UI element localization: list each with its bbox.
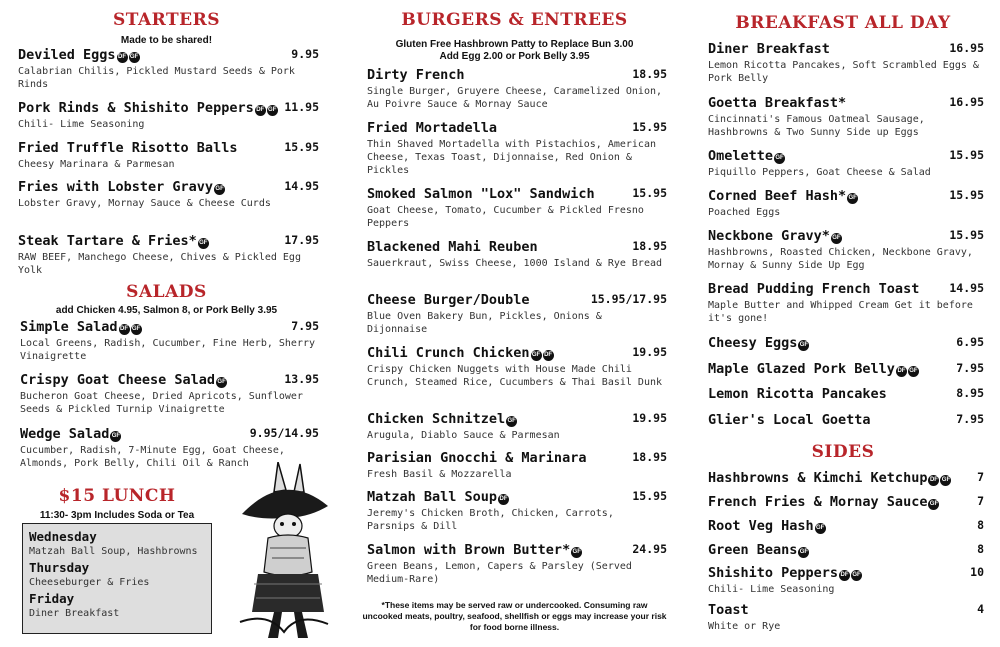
- menu-item-deviled-eggs: [18, 46, 319, 91]
- menu-item-name: [708, 469, 951, 487]
- sides-title: SIDES: [811, 442, 875, 462]
- menu-item-price: 13.95: [284, 372, 319, 386]
- menu-item-toast: [708, 601, 984, 633]
- menu-item-header: [367, 291, 667, 310]
- menu-item-name-text: Fried Truffle Risotto Balls: [18, 140, 238, 156]
- menu-item-name: [367, 488, 509, 506]
- menu-item-price: 8: [977, 542, 984, 556]
- menu-item-name-text: Maple Glazed Pork Belly: [708, 361, 895, 377]
- menu-item-neckbone-gravy: [708, 227, 984, 272]
- menu-item-price: 9.95: [291, 47, 319, 61]
- menu-item-name: [18, 99, 278, 117]
- menu-item-name-text: Parisian Gnocchi & Marinara: [367, 450, 587, 466]
- menu-item-chili-crunch-chicken: [367, 344, 667, 389]
- menu-item-header: [708, 147, 984, 166]
- menu-item-header: [708, 517, 984, 536]
- menu-item-price: 16.95: [949, 41, 984, 55]
- menu-item-name-text: Wedge Salad: [20, 426, 110, 442]
- menu-item-price: 15.95: [632, 186, 667, 200]
- menu-item-price: 15.95: [632, 120, 667, 134]
- menu-item-name-text: Lemon Ricotta Pancakes: [708, 386, 887, 402]
- menu-item-description: Single Burger, Gruyere Cheese, Caramelized Onion, Au Poivre Sauce & Mornay Sauce: [367, 86, 663, 110]
- gf-badge-icon: GF: [267, 105, 278, 116]
- menu-item-header: [20, 371, 319, 390]
- menu-item-description: Crispy Chicken Nuggets with House Made Chili Crunch, Steamed Rice, Cucumbers & Thai Basil Dunk: [367, 364, 663, 388]
- menu-item-description: Cheesy Marinara & Parmesan: [18, 159, 175, 170]
- menu-item-shishito-peppers: [708, 564, 984, 596]
- menu-item-description: Sauerkraut, Swiss Cheese, 1000 Island & Rye Bread: [367, 258, 663, 269]
- menu-item-glier-s-local-goetta: [708, 411, 984, 430]
- menu-item-name: [18, 232, 209, 250]
- menu-item-cheese-burger-double: [367, 291, 667, 336]
- menu-item-name-text: Goetta Breakfast*: [708, 95, 847, 111]
- df-badge-icon: DF: [119, 324, 130, 335]
- menu-item-name-text: Glier's Local Goetta: [708, 412, 871, 428]
- menu-item-name-text: Cheese Burger/Double: [367, 292, 530, 308]
- menu-item-header: [708, 541, 984, 560]
- menu-item-price: 15.95/17.95: [590, 292, 667, 306]
- menu-item-price: 18.95: [632, 450, 667, 464]
- burgers-note-1: Gluten Free Hashbrown Patty to Replace Bun 3.00: [395, 39, 634, 50]
- lunch-day-description: Diner Breakfast: [29, 608, 120, 619]
- menu-item-description: RAW BEEF, Manchego Cheese, Chives & Pickled Egg Yolk: [18, 252, 301, 276]
- menu-item-header: [367, 449, 667, 468]
- starters-title: STARTERS: [112, 10, 221, 30]
- menu-item-name-text: Fries with Lobster Gravy: [18, 179, 214, 195]
- menu-item-name: [20, 318, 142, 336]
- lunch-day-description: Cheeseburger & Fries: [29, 577, 150, 588]
- menu-item-header: [708, 280, 984, 299]
- middle-column: [362, 0, 667, 647]
- menu-item-description: Hashbrowns, Roasted Chicken, Neckbone Gravy, Mornay & Sunny Side Up Egg: [708, 247, 973, 271]
- menu-item-price: 15.95: [949, 148, 984, 162]
- menu-item-diner-breakfast: [708, 40, 984, 85]
- menu-item-header: [18, 139, 319, 158]
- menu-item-bread-pudding-french-toast: [708, 280, 984, 325]
- menu-item-name: [708, 334, 809, 352]
- menu-item-price: 15.95: [632, 489, 667, 503]
- menu-item-name-text: Omelette: [708, 148, 774, 164]
- menu-item-description: Fresh Basil & Mozzarella: [367, 469, 512, 480]
- menu-item-price: 17.95: [284, 233, 319, 247]
- menu-item-header: [20, 425, 319, 444]
- menu-item-price: 8.95: [956, 386, 984, 400]
- menu-item-name-text: Corned Beef Hash*: [708, 188, 847, 204]
- menu-item-name-text: Green Beans: [708, 542, 798, 558]
- menu-item-header: [367, 119, 667, 138]
- menu-item-name-text: French Fries & Mornay Sauce: [708, 494, 928, 510]
- menu-item-lemon-ricotta-pancakes: [708, 385, 984, 404]
- menu-item-description: Local Greens, Radish, Cucumber, Fine Herb, Sherry Vinaigrette: [20, 338, 316, 362]
- menu-item-price: 9.95/14.95: [249, 426, 319, 440]
- menu-item-simple-salad: [20, 318, 319, 363]
- menu-item-description: Maple Butter and Whipped Cream Get it before it's gone!: [708, 300, 973, 324]
- gf-badge-icon: GF: [815, 523, 826, 534]
- gf-badge-icon: GF: [908, 366, 919, 377]
- menu-item-cheesy-eggs: [708, 334, 984, 353]
- menu-item-description: Green Beans, Lemon, Capers & Parsley (Served Medium-Rare): [367, 561, 632, 585]
- menu-item-description: White or Rye: [708, 621, 781, 632]
- menu-item-parisian-gnocchi-marinara: [367, 449, 667, 481]
- menu-item-price: 19.95: [632, 411, 667, 425]
- menu-item-name: [708, 360, 919, 378]
- menu-item-name-text: Salmon with Brown Butter*: [367, 542, 571, 558]
- menu-item-name: [708, 601, 749, 619]
- menu-item-price: 7.95: [956, 361, 984, 375]
- menu-item-name-text: Cheesy Eggs: [708, 335, 798, 351]
- menu-item-header: [708, 385, 984, 404]
- menu-item-name-text: Neckbone Gravy*: [708, 228, 830, 244]
- menu-item-matzah-ball-soup: [367, 488, 667, 533]
- gf-badge-icon: GF: [571, 547, 582, 558]
- menu-item-header: [708, 94, 984, 113]
- menu-item-name-text: Hashbrowns & Kimchi Ketchup: [708, 470, 928, 486]
- menu-item-goetta-breakfast: [708, 94, 984, 139]
- menu-item-price: 24.95: [632, 542, 667, 556]
- menu-item-root-veg-hash: [708, 517, 984, 536]
- lunch-box: [22, 523, 212, 634]
- menu-item-smoked-salmon-lox-sandwich: [367, 185, 667, 230]
- burgers-title: BURGERS & ENTREES: [401, 10, 628, 30]
- menu-item-price: 11.95: [284, 100, 319, 114]
- menu-item-header: [18, 232, 319, 251]
- gf-badge-icon: GF: [506, 416, 517, 427]
- menu-item-name-text: Root Veg Hash: [708, 518, 814, 534]
- menu-item-name: [708, 187, 858, 205]
- pirate-rabbit-illustration: [238, 462, 330, 642]
- menu-item-maple-glazed-pork-belly: [708, 360, 984, 379]
- menu-item-name: [367, 238, 538, 256]
- menu-item-name: [367, 185, 595, 203]
- menu-item-name: [708, 40, 830, 58]
- menu-item-description: Blue Oven Bakery Bun, Pickles, Onions & Dijonnaise: [367, 311, 602, 335]
- menu-item-price: 4: [977, 602, 984, 616]
- lunch-day-friday: Friday: [29, 591, 75, 606]
- burgers-note-2: Add Egg 2.00 or Pork Belly 3.95: [439, 51, 590, 62]
- menu-item-name: [708, 493, 939, 511]
- menu-item-green-beans: [708, 541, 984, 560]
- menu-item-name-text: Fried Mortadella: [367, 120, 498, 136]
- menu-item-header: [20, 318, 319, 337]
- menu-item-name-text: Chicken Schnitzel: [367, 411, 506, 427]
- menu-item-header: [708, 187, 984, 206]
- menu-item-price: 14.95: [949, 281, 984, 295]
- menu-item-name-text: Blackened Mahi Reuben: [367, 239, 538, 255]
- menu-item-name: [708, 517, 826, 535]
- menu-item-price: 15.95: [949, 228, 984, 242]
- menu-item-header: [367, 238, 667, 257]
- menu-item-name: [708, 385, 887, 403]
- menu-item-price: 7.95: [956, 412, 984, 426]
- menu-item-header: [367, 66, 667, 85]
- menu-item-name-text: Diner Breakfast: [708, 41, 830, 57]
- df-badge-icon: DF: [928, 475, 939, 486]
- menu-item-name: [18, 178, 225, 196]
- menu-item-name-text: Deviled Eggs: [18, 47, 116, 63]
- menu-item-omelette: [708, 147, 984, 179]
- menu-item-description: Calabrian Chilis, Pickled Mustard Seeds & Pork Rinds: [18, 66, 295, 90]
- df-badge-icon: DF: [498, 494, 509, 505]
- menu-item-fried-mortadella: [367, 119, 667, 177]
- menu-item-name-text: Chili Crunch Chicken: [367, 345, 530, 361]
- gf-badge-icon: GF: [798, 547, 809, 558]
- menu-item-name: [708, 411, 871, 429]
- gf-badge-icon: GF: [851, 570, 862, 581]
- menu-item-header: [18, 99, 319, 118]
- menu-item-name: [367, 66, 465, 84]
- menu-item-description: Goat Cheese, Tomato, Cucumber & Pickled Fresno Peppers: [367, 205, 644, 229]
- menu-item-price: 19.95: [632, 345, 667, 359]
- menu-item-price: 10: [970, 565, 984, 579]
- menu-item-header: [708, 360, 984, 379]
- menu-item-description: Lemon Ricotta Pancakes, Soft Scrambled Eggs & Pork Belly: [708, 60, 979, 84]
- menu-item-description: Bucheron Goat Cheese, Dried Apricots, Sunflower Seeds & Pickled Turnip Vinaigrette: [20, 391, 303, 415]
- menu-item-name-text: Smoked Salmon "Lox" Sandwich: [367, 186, 595, 202]
- menu-item-header: [708, 334, 984, 353]
- menu-item-pork-rinds-shishito-peppers: [18, 99, 319, 131]
- menu-item-price: 15.95: [949, 188, 984, 202]
- gf-badge-icon: GF: [131, 324, 142, 335]
- breakfast-title: BREAKFAST ALL DAY: [735, 13, 951, 33]
- menu-item-name: [708, 147, 785, 165]
- menu-item-header: [18, 178, 319, 197]
- gf-badge-icon: GF: [214, 184, 225, 195]
- menu-item-price: 8: [977, 518, 984, 532]
- menu-item-description: Cucumber, Radish, 7-Minute Egg, Goat Cheese, Almonds, Pork Belly, Chili Oil & Ranch: [20, 445, 285, 469]
- df-badge-icon: DF: [543, 350, 554, 361]
- menu-item-description: Thin Shaved Mortadella with Pistachios, American Cheese, Texas Toast, Dijonnaise, Red Onion & Pickles: [367, 139, 656, 176]
- menu-item-header: [367, 541, 667, 560]
- menu-item-name: [367, 410, 517, 428]
- gf-badge-icon: GF: [940, 475, 951, 486]
- menu-item-name-text: Shishito Peppers: [708, 565, 839, 581]
- menu-item-price: 16.95: [949, 95, 984, 109]
- menu-item-name: [708, 564, 862, 582]
- menu-item-header: [367, 185, 667, 204]
- menu-item-description: Cincinnati's Famous Oatmeal Sausage, Hashbrowns & Two Sunny Side up Eggs: [708, 114, 925, 138]
- menu-item-description: Lobster Gravy, Mornay Sauce & Cheese Curds: [18, 198, 271, 209]
- gf-badge-icon: GF: [129, 52, 140, 63]
- menu-item-description: Chili- Lime Seasoning: [18, 119, 145, 130]
- menu-item-header: [708, 493, 984, 512]
- menu-item-header: [367, 344, 667, 363]
- gf-badge-icon: GF: [216, 377, 227, 388]
- menu-item-name: [367, 119, 497, 137]
- gf-badge-icon: GF: [774, 153, 785, 164]
- menu-item-name: [708, 227, 842, 245]
- menu-item-salmon-with-brown-butter: [367, 541, 667, 586]
- df-badge-icon: DF: [255, 105, 266, 116]
- menu-item-price: 14.95: [284, 179, 319, 193]
- menu-item-name: [708, 94, 846, 112]
- menu-item-hashbrowns-kimchi-ketchup: [708, 469, 984, 488]
- menu-item-description: Poached Eggs: [708, 207, 781, 218]
- gf-badge-icon: GF: [928, 499, 939, 510]
- menu-item-header: [18, 46, 319, 65]
- gf-badge-icon: GF: [198, 238, 209, 249]
- menu-item-name: [708, 280, 919, 298]
- raw-food-disclaimer: *These items may be served raw or undercooked. Consuming raw uncooked meats, poultry, seafood, shellfish or eggs may increase your risk for food borne illness.: [362, 600, 667, 632]
- menu-item-fries-with-lobster-gravy: [18, 178, 319, 210]
- menu-item-name-text: Matzah Ball Soup: [367, 489, 498, 505]
- menu-item-name-text: Dirty French: [367, 67, 465, 83]
- menu-item-price: 15.95: [284, 140, 319, 154]
- menu-item-price: 18.95: [632, 67, 667, 81]
- menu-item-name-text: Steak Tartare & Fries*: [18, 233, 197, 249]
- starters-note: Made to be shared!: [120, 35, 213, 46]
- menu-item-price: 7: [977, 494, 984, 508]
- lunch-day-thursday: Thursday: [29, 560, 90, 575]
- salads-title: SALADS: [126, 282, 207, 302]
- menu-item-steak-tartare-fries: [18, 232, 319, 277]
- menu-item-price: 7: [977, 470, 984, 484]
- menu-item-price: 7.95: [291, 319, 319, 333]
- gf-badge-icon: GF: [831, 233, 842, 244]
- menu-item-name-text: Toast: [708, 602, 749, 618]
- menu-item-header: [708, 564, 984, 583]
- menu-item-fried-truffle-risotto-balls: [18, 139, 319, 171]
- right-column: [702, 0, 984, 647]
- menu-item-description: Jeremy's Chicken Broth, Chicken, Carrots, Parsnips & Dill: [367, 508, 614, 532]
- menu-item-name-text: Pork Rinds & Shishito Peppers: [18, 100, 254, 116]
- gf-badge-icon: GF: [847, 193, 858, 204]
- menu-item-header: [367, 410, 667, 429]
- menu-item-name: [367, 541, 582, 559]
- menu-item-name: [367, 344, 554, 362]
- menu-item-header: [708, 40, 984, 59]
- menu-item-blackened-mahi-reuben: [367, 238, 667, 270]
- menu-item-header: [708, 469, 984, 488]
- menu-item-description: Piquillo Peppers, Goat Cheese & Salad: [708, 167, 931, 178]
- menu-item-name-text: Simple Salad: [20, 319, 118, 335]
- menu-item-chicken-schnitzel: [367, 410, 667, 442]
- lunch-day-description: Matzah Ball Soup, Hashbrowns: [29, 546, 198, 557]
- menu-item-name-text: Bread Pudding French Toast: [708, 281, 920, 297]
- menu-item-dirty-french: [367, 66, 667, 111]
- gf-badge-icon: GF: [531, 350, 542, 361]
- menu-item-name: [18, 139, 237, 157]
- lunch-note: 11:30- 3pm Includes Soda or Tea: [39, 510, 195, 521]
- menu-item-header: [367, 488, 667, 507]
- gf-badge-icon: GF: [110, 431, 121, 442]
- menu-item-name: [20, 371, 227, 389]
- df-badge-icon: DF: [839, 570, 850, 581]
- df-badge-icon: DF: [117, 52, 128, 63]
- lunch-title: $15 LUNCH: [58, 486, 176, 506]
- menu-item-header: [708, 411, 984, 430]
- menu-item-crispy-goat-cheese-salad: [20, 371, 319, 416]
- salads-note: add Chicken 4.95, Salmon 8, or Pork Belly 3.95: [55, 305, 278, 316]
- menu-item-name: [367, 291, 530, 309]
- menu-item-corned-beef-hash: [708, 187, 984, 219]
- df-badge-icon: DF: [896, 366, 907, 377]
- menu-item-header: [708, 227, 984, 246]
- menu-item-description: Chili- Lime Seasoning: [708, 584, 835, 595]
- menu-item-name-text: Crispy Goat Cheese Salad: [20, 372, 216, 388]
- menu-item-name: [18, 46, 140, 64]
- lunch-day-wednesday: Wednesday: [29, 529, 97, 544]
- menu-item-price: 18.95: [632, 239, 667, 253]
- menu-item-description: Arugula, Diablo Sauce & Parmesan: [367, 430, 560, 441]
- menu-item-french-fries-mornay-sauce: [708, 493, 984, 512]
- menu-item-name: [367, 449, 586, 467]
- menu-item-name: [708, 541, 809, 559]
- left-column: [14, 0, 319, 647]
- menu-item-name: [20, 425, 121, 443]
- menu-item-header: [708, 601, 984, 620]
- menu-item-price: 6.95: [956, 335, 984, 349]
- gf-badge-icon: GF: [798, 340, 809, 351]
